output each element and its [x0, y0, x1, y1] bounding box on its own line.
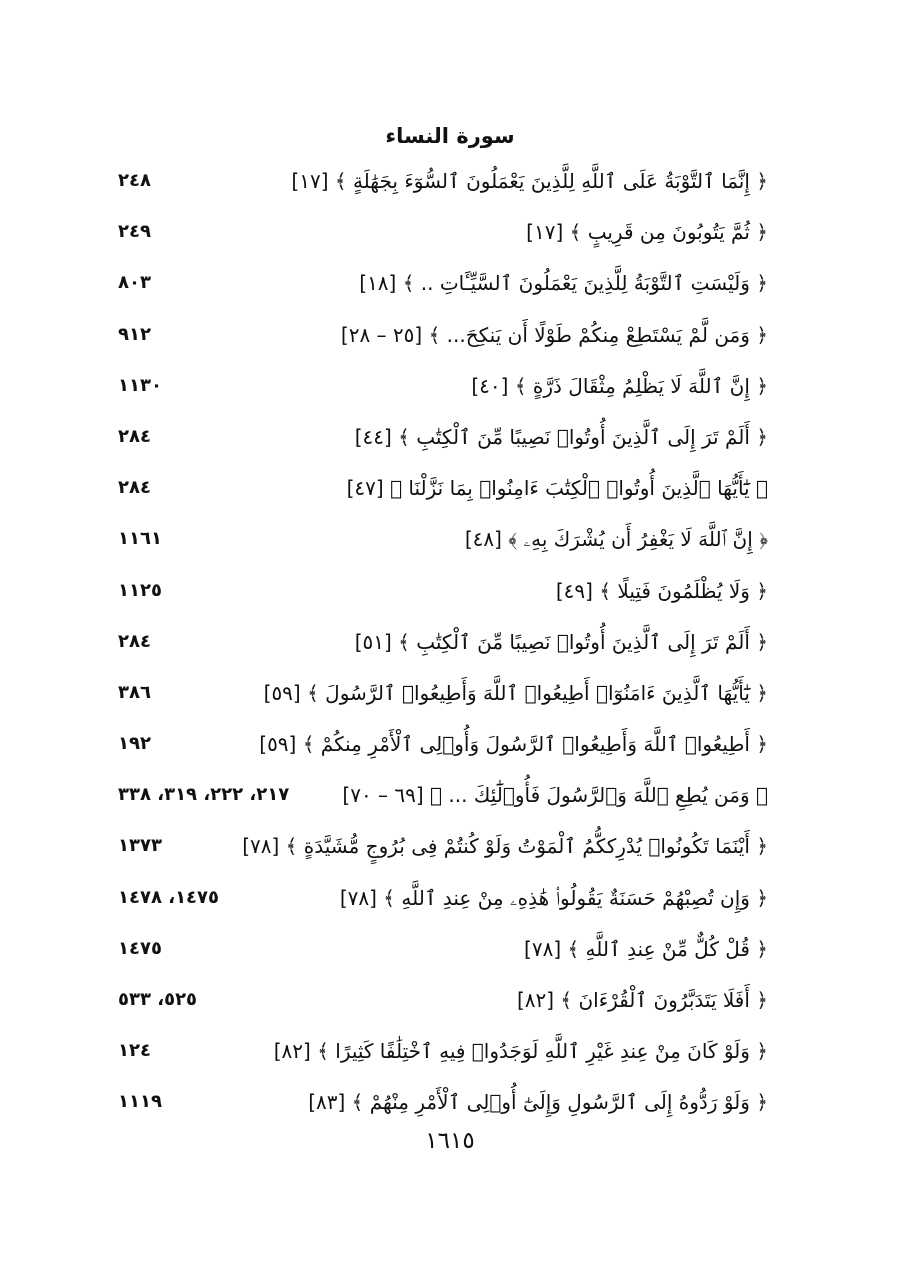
index-entry — [0, 365, 900, 416]
index-entry — [0, 211, 900, 262]
verse-text: ﴿ أَفَلَا يَتَدَبَّرُونَ ٱلْقُرْءَانَ ﴾ [٨٢] — [516, 988, 768, 1012]
index-entry — [0, 262, 900, 313]
page-references: ١٤٧٥، ١٤٧٨ — [118, 886, 220, 908]
page-references: ٢٨٤ — [118, 425, 151, 447]
verse-text: ﴿ يَٰٓأَيُّهَا ٱلَّذِينَ ءَامَنُوٓا۟ أَطِيعُوا۟ ٱللَّهَ وَأَطِيعُوا۟ ٱلرَّسُولَ ﴾ [٥٩] — [263, 680, 768, 705]
page-references: ٢٨٤ — [118, 630, 151, 652]
index-entry — [0, 928, 900, 979]
page-references: ١٢٤ — [118, 1040, 151, 1062]
index-entry — [0, 621, 900, 672]
verse-text: ﴿ إِنَّمَا ٱلتَّوْبَةُ عَلَى ٱللَّهِ لِلَّذِينَ يَعْمَلُونَ ٱلسُّوٓءَ بِجَهَٰلَةٍ ﴾ [١٧] — [291, 169, 768, 193]
page-references: ١١٦١ — [118, 528, 162, 550]
page-references: ٢١٧، ٢٢٢، ٣١٩، ٣٣٨ — [118, 784, 290, 806]
page-number: ١٦١٥ — [425, 1128, 475, 1154]
verse-index-list — [0, 160, 900, 1133]
verse-text: ﴿ وَمَن يُطِعِ ٱللَّهَ وَٱلرَّسُولَ فَأُو۟لَٰٓئِكَ ... ﴾ [٦٩ – ٧٠] — [342, 783, 768, 808]
index-entry — [0, 877, 900, 928]
verse-text: ﴿ ثُمَّ يَتُوبُونَ مِن قَرِيبٍ ﴾ [١٧] — [526, 220, 768, 245]
page-references: ١٣٧٣ — [118, 835, 162, 857]
page-references: ٥٢٥، ٥٣٣ — [118, 989, 198, 1010]
index-entry — [0, 467, 900, 518]
verse-text: ﴿ وَلَا يُظْلَمُونَ فَتِيلًا ﴾ [٤٩] — [555, 578, 768, 603]
page-references: ١١٣٠ — [118, 374, 162, 396]
verse-text: ﴿ وَلَوْ كَانَ مِنْ عِندِ غَيْرِ ٱللَّهِ لَوَجَدُوا۟ فِيهِ ٱخْتِلَٰفًا كَثِيرًا ﴾ [٨٢] — [273, 1039, 768, 1064]
page-references: ٢٨٤ — [118, 477, 151, 499]
index-entry — [0, 518, 900, 569]
index-entry — [0, 1030, 900, 1081]
page-references: ٩١٢ — [118, 323, 151, 345]
page-references: ١١١٩ — [118, 1091, 162, 1113]
verse-text: ﴿ وَإِن تُصِبْهُمْ حَسَنَةٌ يَقُولُوا۟ هَٰذِهِۦ مِنْ عِندِ ٱللَّهِ ﴾ [٧٨] — [339, 885, 768, 910]
page-references: ٢٤٩ — [118, 221, 151, 243]
page-references: ١١٢٥ — [118, 579, 162, 601]
surah-title: سورة النساء — [385, 124, 515, 148]
index-entry — [0, 416, 900, 467]
page-references: ١٩٢ — [118, 733, 151, 755]
page-references: ٣٨٦ — [118, 681, 151, 703]
verse-text: ﴿ وَمَن لَّمْ يَسْتَطِعْ مِنكُمْ طَوْلًا أَن يَنكِحَ... ﴾ [٢٥ – ٢٨] — [340, 322, 768, 347]
verse-text: ﴿ وَلَوْ رَدُّوهُ إِلَى ٱلرَّسُولِ وَإِلَىٰٓ أُو۟لِى ٱلْأَمْرِ مِنْهُمْ ﴾ [٨٣] — [308, 1090, 768, 1115]
verse-text: ﴿ أَلَمْ تَرَ إِلَى ٱلَّذِينَ أُوتُوا۟ نَصِيبًا مِّنَ ٱلْكِتَٰبِ ﴾ [٤٤] — [354, 424, 768, 449]
index-entry — [0, 774, 900, 825]
verse-text: ﴿ يَٰٓأَيُّهَا ٱلَّذِينَ أُوتُوا۟ ٱلْكِتَٰبَ ءَامِنُوا۟ بِمَا نَزَّلْنَا ﴾ [٤٧] — [346, 476, 768, 501]
page-references: ٨٠٣ — [118, 272, 151, 294]
verse-text: ﴿ إِنَّ ٱللَّهَ لَا يَظْلِمُ مِثْقَالَ ذَرَّةٍ ﴾ [٤٠] — [471, 373, 768, 398]
index-entry — [0, 1081, 900, 1132]
verse-text: ﴿ إِنَّ ٱللَّهَ لَا يَغْفِرُ أَن يُشْرَكَ بِهِۦ ﴾ [٤٨] — [464, 527, 768, 552]
index-entry — [0, 723, 900, 774]
index-entry — [0, 160, 900, 211]
verse-text: ﴿ قُلْ كُلٌّ مِّنْ عِندِ ٱللَّهِ ﴾ [٧٨] — [524, 936, 768, 961]
verse-text: ﴿ أَيْنَمَا تَكُونُوا۟ يُدْرِككُّمُ ٱلْمَوْتُ وَلَوْ كُنتُمْ فِى بُرُوجٍ مُّشَيَّدَةٍ ﴾ [٧٨] — [242, 834, 768, 859]
verse-text: ﴿ أَلَمْ تَرَ إِلَى ٱلَّذِينَ أُوتُوا۟ نَصِيبًا مِّنَ ٱلْكِتَٰبِ ﴾ [٥١] — [354, 629, 768, 654]
page-references: ١٤٧٥ — [118, 937, 162, 959]
verse-text: ﴿ وَلَيْسَتِ ٱلتَّوْبَةُ لِلَّذِينَ يَعْمَلُونَ ٱلسَّيِّـَٔاتِ .. ﴾ [١٨] — [359, 271, 768, 296]
index-entry — [0, 570, 900, 621]
verse-text: ﴿ أَطِيعُوا۟ ٱللَّهَ وَأَطِيعُوا۟ ٱلرَّسُولَ وَأُو۟لِى ٱلْأَمْرِ مِنكُمْ ﴾ [٥٩] — [259, 732, 768, 757]
index-entry — [0, 672, 900, 723]
page-references: ٢٤٨ — [118, 170, 151, 191]
index-entry — [0, 979, 900, 1030]
index-entry — [0, 314, 900, 365]
index-entry — [0, 825, 900, 876]
